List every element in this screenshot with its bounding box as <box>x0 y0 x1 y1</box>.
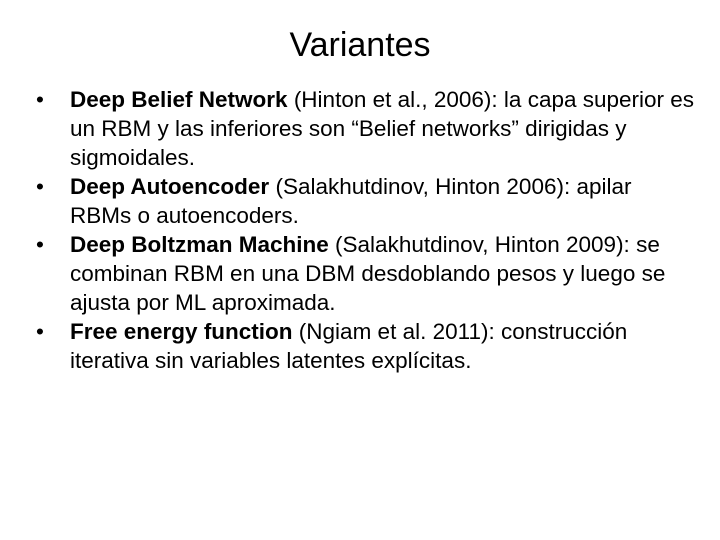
bullet-term: Free energy function <box>70 319 293 344</box>
list-item <box>36 230 696 317</box>
bullet-term: Deep Belief Network <box>70 87 288 112</box>
bullet-icon: • <box>36 87 44 112</box>
bullet-text: (Ngiam et al. 2011): construcción iterativa sin variables latentes explícitas. <box>70 319 628 373</box>
bullet-term: Deep Autoencoder <box>70 174 270 199</box>
bullet-text: (Hinton et al., 2006): la capa superior es un RBM y las inferiores son “Belief networks” dirigidas y sigmoidales. <box>70 87 695 170</box>
list-item <box>36 85 696 172</box>
bullet-text: (Salakhutdinov, Hinton 2006): apilar RBMs o autoencoders. <box>70 174 632 228</box>
bullet-term: Deep Boltzman Machine <box>70 232 329 257</box>
list-item <box>36 317 696 375</box>
bullet-list <box>36 85 696 375</box>
bullet-icon: • <box>36 232 44 257</box>
bullet-icon: • <box>36 319 44 344</box>
bullet-icon: • <box>36 174 44 199</box>
slide-title: Variantes <box>289 26 431 64</box>
bullet-text: (Salakhutdinov, Hinton 2009): se combinan RBM en una DBM desdoblando pesos y luego se ajusta por ML aproximada. <box>70 232 666 315</box>
list-item <box>36 172 696 230</box>
